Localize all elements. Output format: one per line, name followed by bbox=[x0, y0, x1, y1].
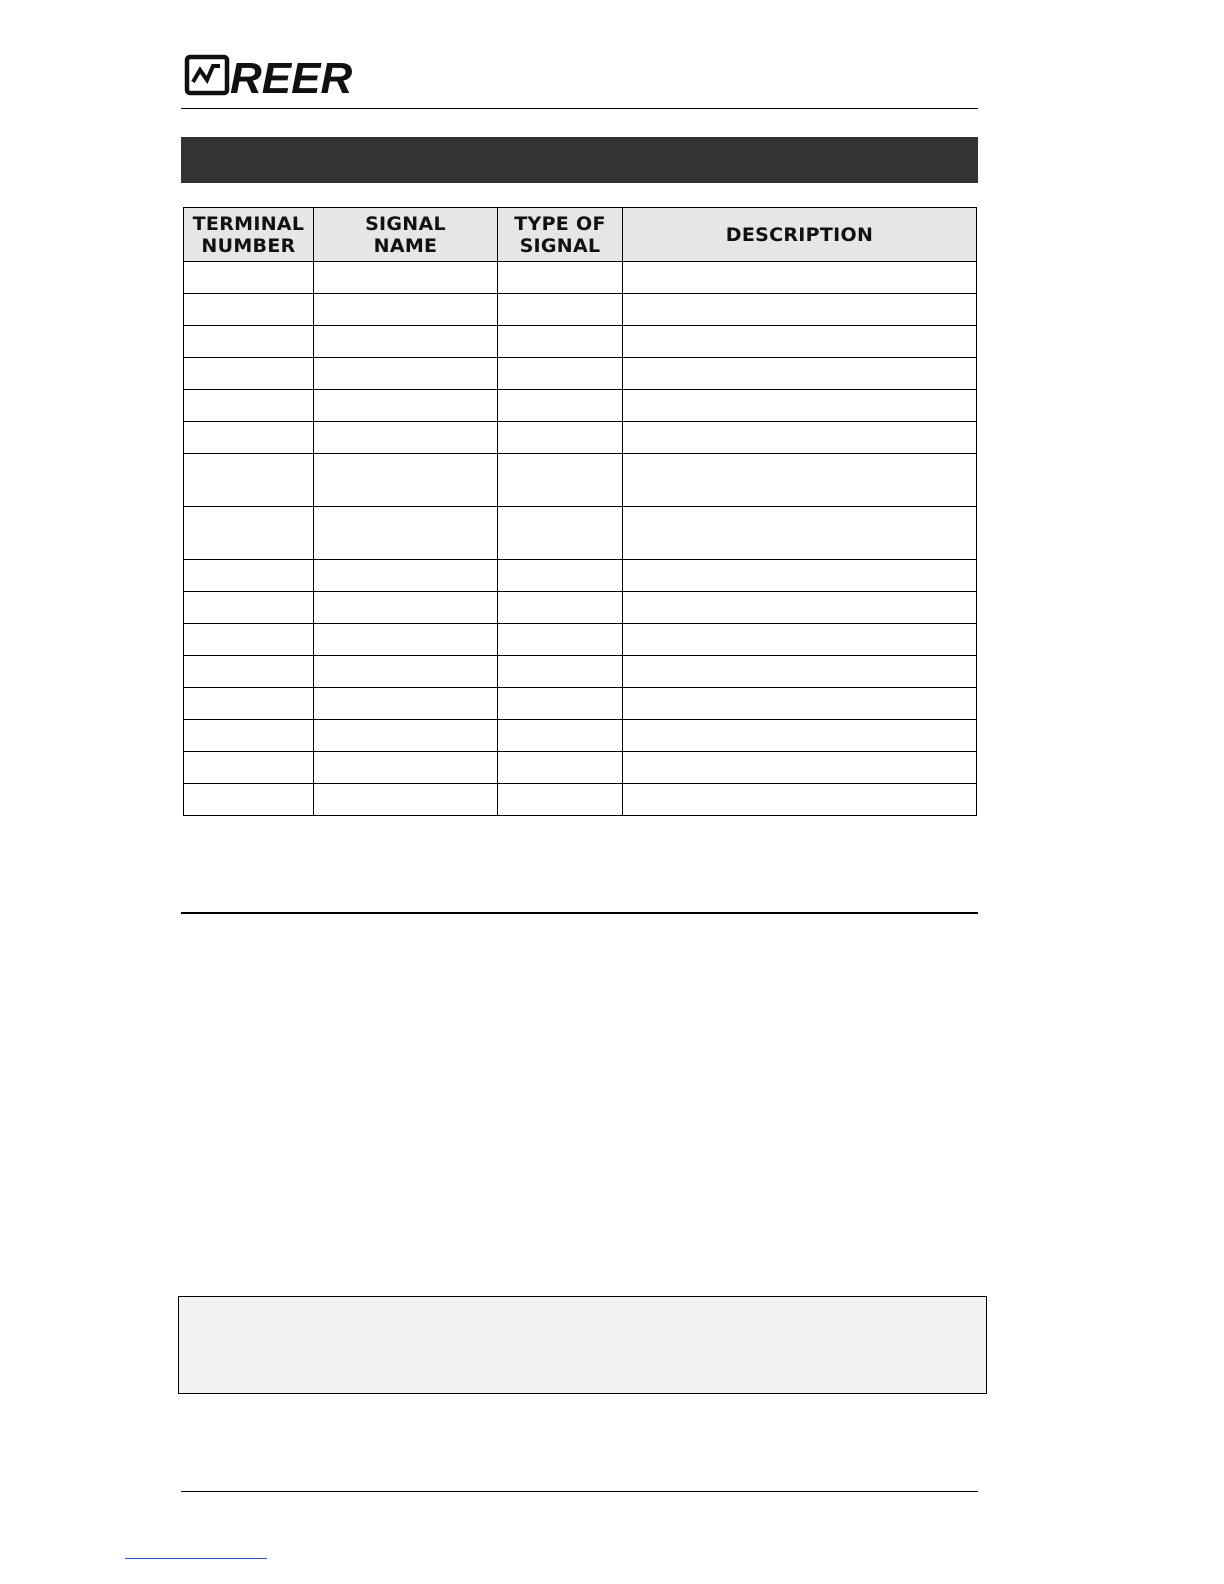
table-cell bbox=[623, 507, 977, 560]
table-cell bbox=[314, 688, 498, 720]
col-header-description bbox=[623, 208, 977, 262]
table-cell bbox=[623, 688, 977, 720]
table-cell bbox=[314, 752, 498, 784]
table-cell bbox=[623, 720, 977, 752]
col-header-line: SIGNAL bbox=[519, 234, 601, 257]
table-cell bbox=[498, 294, 623, 326]
col-header-line: NUMBER bbox=[201, 234, 296, 257]
table-cell bbox=[184, 656, 314, 688]
table-cell bbox=[184, 784, 314, 816]
table-cell bbox=[498, 326, 623, 358]
table-cell bbox=[314, 294, 498, 326]
table-cell bbox=[314, 454, 498, 507]
table-cell bbox=[184, 592, 314, 624]
table-cell bbox=[623, 358, 977, 390]
table-cell bbox=[314, 262, 498, 294]
table-cell bbox=[314, 507, 498, 560]
table-cell bbox=[623, 784, 977, 816]
table-row bbox=[184, 560, 977, 592]
reer-logo bbox=[184, 52, 353, 103]
logo-wordmark: REER bbox=[230, 54, 353, 103]
table-cell bbox=[314, 784, 498, 816]
table-cell bbox=[498, 784, 623, 816]
table-cell bbox=[184, 560, 314, 592]
table-cell bbox=[184, 422, 314, 454]
table-cell bbox=[314, 592, 498, 624]
col-header-line: NAME bbox=[373, 234, 438, 257]
table-cell bbox=[498, 390, 623, 422]
table-cell bbox=[623, 624, 977, 656]
table-cell bbox=[184, 326, 314, 358]
table-cell bbox=[498, 752, 623, 784]
table-cell bbox=[498, 688, 623, 720]
table-cell bbox=[623, 390, 977, 422]
table-cell bbox=[184, 454, 314, 507]
note-box bbox=[178, 1296, 987, 1394]
table-row bbox=[184, 358, 977, 390]
table-cell bbox=[184, 752, 314, 784]
table-cell bbox=[623, 592, 977, 624]
table-cell bbox=[623, 294, 977, 326]
table-row bbox=[184, 326, 977, 358]
table-cell bbox=[623, 326, 977, 358]
table-cell bbox=[498, 422, 623, 454]
table-cell bbox=[498, 560, 623, 592]
col-header-line: TYPE OF bbox=[514, 212, 606, 235]
table-cell bbox=[314, 326, 498, 358]
table-cell bbox=[314, 624, 498, 656]
table-cell bbox=[314, 720, 498, 752]
table-body bbox=[184, 262, 977, 816]
table-row bbox=[184, 390, 977, 422]
table-cell bbox=[184, 720, 314, 752]
table-cell bbox=[498, 592, 623, 624]
col-header-type-of-signal bbox=[498, 208, 623, 262]
table-row bbox=[184, 422, 977, 454]
table-cell bbox=[623, 262, 977, 294]
table-cell bbox=[314, 390, 498, 422]
table-row bbox=[184, 294, 977, 326]
table-row bbox=[184, 688, 977, 720]
table-row bbox=[184, 592, 977, 624]
table-cell bbox=[184, 390, 314, 422]
table-cell bbox=[184, 358, 314, 390]
table-cell bbox=[314, 656, 498, 688]
table-cell bbox=[314, 422, 498, 454]
col-header-line: TERMINAL bbox=[192, 212, 305, 235]
table-cell bbox=[184, 507, 314, 560]
table-cell bbox=[184, 688, 314, 720]
table-row bbox=[184, 784, 977, 816]
table-cell bbox=[184, 294, 314, 326]
table-cell bbox=[498, 656, 623, 688]
table-row bbox=[184, 262, 977, 294]
table-cell bbox=[314, 560, 498, 592]
table-cell bbox=[498, 262, 623, 294]
table-cell bbox=[498, 454, 623, 507]
table-header-row bbox=[184, 208, 977, 262]
table-cell bbox=[498, 720, 623, 752]
table-row bbox=[184, 624, 977, 656]
table-cell bbox=[314, 358, 498, 390]
col-header-line: DESCRIPTION bbox=[725, 223, 874, 246]
table-cell bbox=[623, 560, 977, 592]
table-row bbox=[184, 720, 977, 752]
table-cell bbox=[498, 358, 623, 390]
col-header-signal-name bbox=[314, 208, 498, 262]
section-title-bar bbox=[181, 137, 978, 183]
table-cell bbox=[623, 454, 977, 507]
col-header-terminal-number bbox=[184, 208, 314, 262]
header-rule bbox=[181, 108, 978, 109]
table-cell bbox=[623, 422, 977, 454]
table-row bbox=[184, 507, 977, 560]
table-cell bbox=[498, 507, 623, 560]
footer-rule bbox=[181, 1491, 978, 1492]
footer-link-underline[interactable] bbox=[125, 1558, 267, 1559]
table-cell bbox=[623, 656, 977, 688]
table-cell bbox=[498, 624, 623, 656]
terminal-table bbox=[183, 207, 977, 816]
table-row bbox=[184, 454, 977, 507]
section-divider bbox=[181, 912, 978, 914]
table-row bbox=[184, 656, 977, 688]
table-cell bbox=[623, 752, 977, 784]
table-cell bbox=[184, 262, 314, 294]
table-row bbox=[184, 752, 977, 784]
table-cell bbox=[184, 624, 314, 656]
col-header-line: SIGNAL bbox=[365, 212, 446, 235]
